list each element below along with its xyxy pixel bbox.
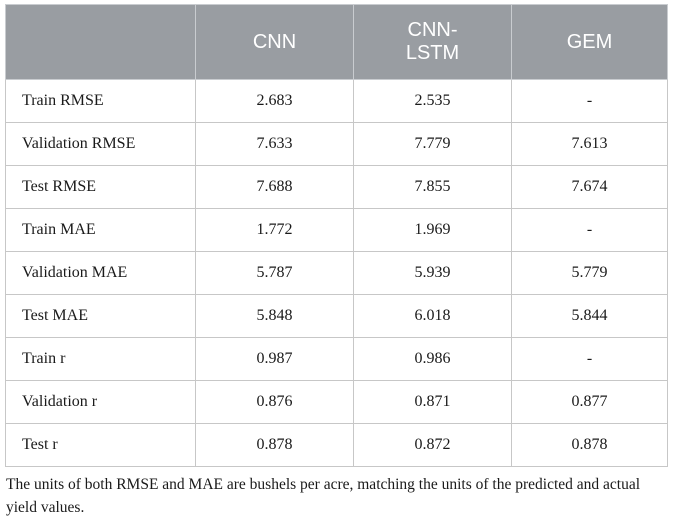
cell-cnn: 2.683	[196, 80, 354, 123]
row-label: Train RMSE	[6, 80, 196, 123]
cell-cnn: 7.633	[196, 123, 354, 166]
header-cell-cnn-lstm: CNN- LSTM	[354, 5, 512, 80]
row-label: Validation r	[6, 381, 196, 424]
cell-cnn-lstm: 7.855	[354, 166, 512, 209]
cell-gem: -	[512, 209, 668, 252]
row-label: Test r	[6, 424, 196, 467]
row-label: Test MAE	[6, 295, 196, 338]
cell-gem: -	[512, 80, 668, 123]
cell-cnn-lstm: 7.779	[354, 123, 512, 166]
cell-cnn-lstm: 0.986	[354, 338, 512, 381]
table-row	[6, 295, 668, 338]
row-label: Train r	[6, 338, 196, 381]
row-label: Validation RMSE	[6, 123, 196, 166]
cell-gem: 5.779	[512, 252, 668, 295]
results-table	[5, 4, 668, 467]
table-row	[6, 252, 668, 295]
table-row	[6, 209, 668, 252]
cell-cnn: 0.987	[196, 338, 354, 381]
cell-cnn: 5.848	[196, 295, 354, 338]
cell-cnn-lstm: 1.969	[354, 209, 512, 252]
row-label: Test RMSE	[6, 166, 196, 209]
cell-cnn: 0.876	[196, 381, 354, 424]
cell-cnn: 5.787	[196, 252, 354, 295]
table-row	[6, 381, 668, 424]
table-row	[6, 123, 668, 166]
cell-gem: 0.877	[512, 381, 668, 424]
header-cell-cnn: CNN	[196, 5, 354, 80]
header-cell-metric	[6, 5, 196, 80]
table-row	[6, 166, 668, 209]
table-footnote: The units of both RMSE and MAE are bushels per acre, matching the units of the predicted and actual yield values.	[6, 476, 641, 516]
row-label: Validation MAE	[6, 252, 196, 295]
cell-cnn-lstm: 5.939	[354, 252, 512, 295]
header-cell-gem: GEM	[512, 5, 668, 80]
cell-cnn: 7.688	[196, 166, 354, 209]
cell-gem: 7.674	[512, 166, 668, 209]
table-row	[6, 338, 668, 381]
cell-cnn-lstm: 6.018	[354, 295, 512, 338]
cell-gem: 7.613	[512, 123, 668, 166]
header-row	[6, 5, 668, 80]
cell-gem: -	[512, 338, 668, 381]
row-label: Train MAE	[6, 209, 196, 252]
table-row	[6, 80, 668, 123]
cell-gem: 5.844	[512, 295, 668, 338]
cell-cnn: 0.878	[196, 424, 354, 467]
cell-cnn-lstm: 0.872	[354, 424, 512, 467]
cell-gem: 0.878	[512, 424, 668, 467]
results-table-container	[5, 4, 667, 519]
table-body	[6, 80, 668, 467]
cell-cnn-lstm: 2.535	[354, 80, 512, 123]
table-header	[6, 5, 668, 80]
cell-cnn-lstm: 0.871	[354, 381, 512, 424]
cell-cnn: 1.772	[196, 209, 354, 252]
table-row	[6, 424, 668, 467]
